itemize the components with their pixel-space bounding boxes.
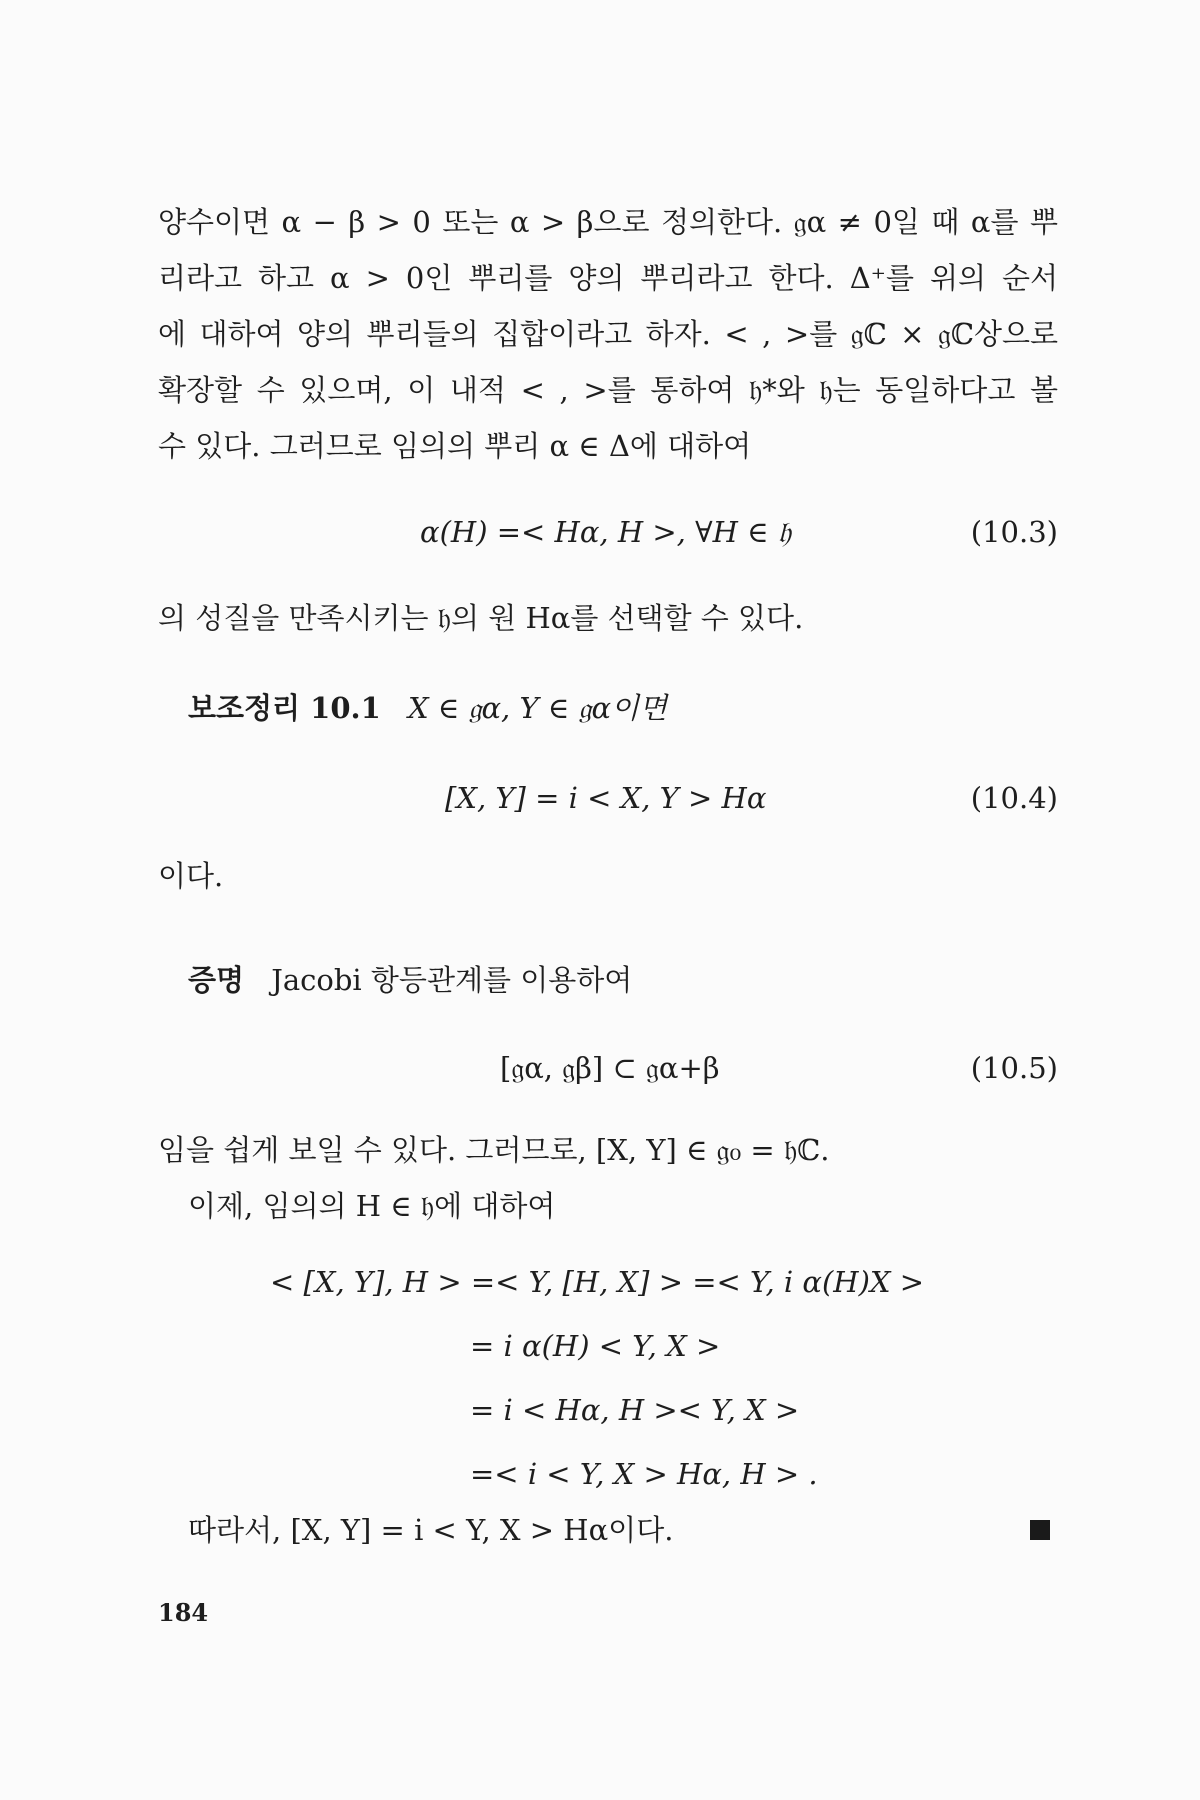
- align-line-4: =< i < Y, X > Hα, H > .: [470, 1457, 818, 1491]
- equation-number-10-3: (10.3): [970, 515, 1058, 549]
- align-line-1: < [X, Y], H > =< Y, [H, X] > =< Y, i α(H)X >: [270, 1265, 925, 1299]
- proof-sentence-1: 임을 쉽게 보일 수 있다. 그러므로, [X, Y] ∈ 𝔤₀ = 𝔥ℂ.: [158, 1133, 830, 1167]
- lemma-heading: 보조정리 10.1: [188, 691, 381, 725]
- qed-square-icon: [1030, 1520, 1050, 1540]
- proof-conclusion: 따라서, [X, Y] = i < Y, X > Hα이다.: [188, 1513, 674, 1547]
- lemma-statement: X ∈ 𝔤α, Y ∈ 𝔤α이면: [408, 691, 668, 725]
- sentence-after-10-3: 의 성질을 만족시키는 𝔥의 원 Hα를 선택할 수 있다.: [158, 601, 804, 635]
- equation-number-10-5: (10.5): [970, 1051, 1058, 1085]
- paragraph-line-3: 에 대하여 양의 뿌리들의 집합이라고 하자. < , >를 𝔤ℂ × 𝔤ℂ상으로: [158, 317, 1058, 351]
- equation-10-3: α(H) =< Hα, H >, ∀H ∈ 𝔥: [420, 515, 791, 549]
- proof-line: [188, 960, 632, 1000]
- proof-heading: 증명: [188, 963, 245, 997]
- equation-10-4: [X, Y] = i < X, Y > Hα: [445, 781, 767, 815]
- lemma-line: [188, 688, 667, 728]
- align-line-3: = i < Hα, H >< Y, X >: [470, 1393, 800, 1427]
- equation-10-5: [𝔤α, 𝔤β] ⊂ 𝔤α+β: [500, 1051, 720, 1085]
- proof-sentence-2: 이제, 임의의 H ∈ 𝔥에 대하여: [188, 1189, 556, 1223]
- align-line-2: = i α(H) < Y, X >: [470, 1329, 721, 1363]
- equation-number-10-4: (10.4): [970, 781, 1058, 815]
- lemma-after: 이다.: [158, 859, 224, 893]
- paragraph-line-5: 수 있다. 그러므로 임의의 뿌리 α ∈ Δ에 대하여: [158, 429, 752, 463]
- paragraph-line-1: 양수이면 α − β > 0 또는 α > β으로 정의한다. 𝔤α ≠ 0일 때 α를 뿌: [158, 205, 1058, 239]
- paragraph-line-2: 리라고 하고 α > 0인 뿌리를 양의 뿌리라고 한다. Δ⁺를 위의 순서: [158, 261, 1058, 295]
- paragraph-line-4: 확장할 수 있으며, 이 내적 < , >를 통하여 𝔥*와 𝔥는 동일하다고 볼: [158, 373, 1058, 407]
- proof-intro: Jacobi 항등관계를 이용하여: [271, 963, 633, 997]
- page-number: 184: [158, 1598, 209, 1627]
